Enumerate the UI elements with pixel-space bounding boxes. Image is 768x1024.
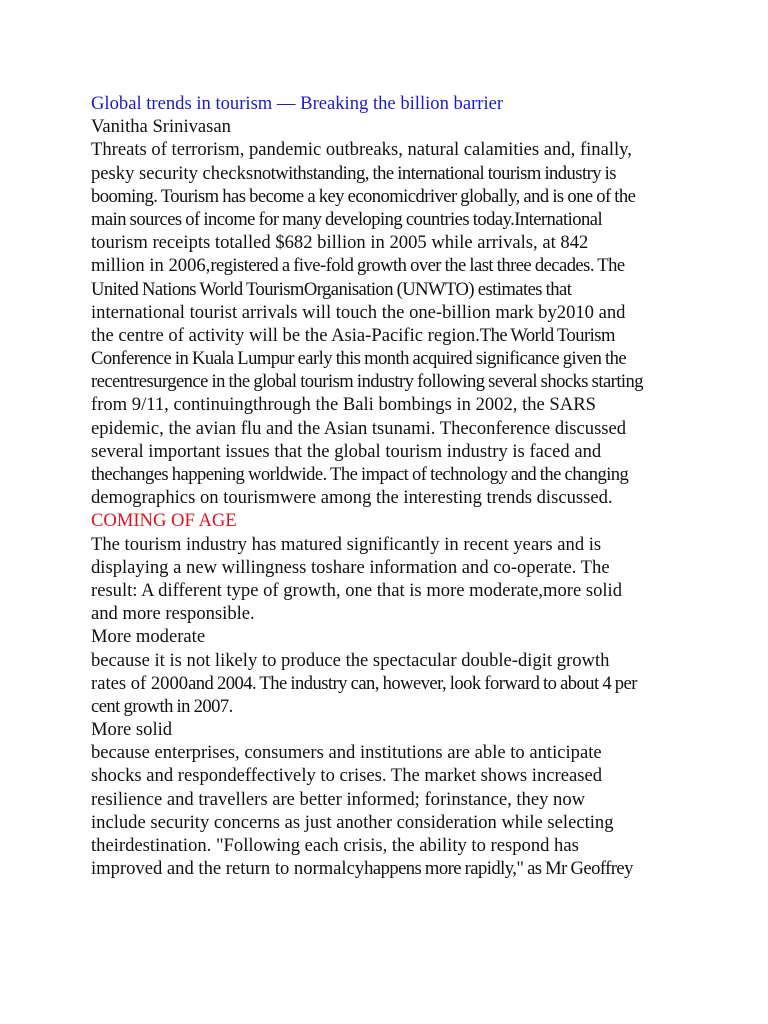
text-line [91,440,691,463]
text-line [91,533,691,556]
text-line [91,834,691,857]
text-run: United Nations World TourismOrganisation (UNWTO) estimates that [91,278,572,300]
text-line [91,741,691,764]
text-line [91,370,691,393]
text-line [91,254,691,277]
text-run: The World Tourism [479,324,615,346]
text-run: the centre of activity will be the Asia-Pacific region. [91,324,480,346]
section-heading: COMING OF AGE [91,510,237,532]
text-line [91,393,691,416]
text-run: and 2004. The industry can, however, look forward to about 4 per [188,672,637,694]
text-line [91,695,691,718]
text-line [91,138,691,161]
text-line [91,486,691,509]
text-run: shocks and respondeffectively to crises. The market shows increased [91,765,603,787]
text-line [91,278,691,301]
text-line [91,463,691,486]
text-line [91,347,691,370]
article [91,92,691,880]
paragraph-coming-of-age [91,533,691,626]
text-run: theirdestination. "Following each crisis, the ability to respond has [91,835,579,856]
text-line [91,301,691,324]
text-run: epidemic, the avian flu and the Asian tsunami. Theconference discussed [91,417,627,439]
text-run: tourism receipts totalled $682 billion in 2005 while arrivals, at 842 [91,232,589,254]
text-run: registered a five-fold growth over the last three decades. The [210,255,625,277]
article-author: Vanitha Srinivasan [91,116,231,138]
text-run: from 9/11, continuingthrough the Bali bombings in 2002, the SARS [91,394,596,416]
text-run: main sources of income for many developing countries today.International [91,208,603,230]
text-run: booming. Tourism has become a key economicdriver globally, and is one of the [91,185,636,207]
text-line [91,324,691,347]
text-run: thechanges happening worldwide. The impact of technology and the changing [91,464,629,485]
text-line [91,649,691,672]
text-line [91,672,691,695]
text-line [91,602,691,625]
text-run: result: A different type of growth, one that is more moderate,more solid [91,579,623,601]
text-run: and more responsible. [91,603,255,625]
text-run: resilience and travellers are better informed; forinstance, they now [91,788,586,810]
text-run: happens more rapidly," as Mr Geoffrey [364,858,633,880]
text-run: Conference in Kuala Lumpur early this month acquired significance given the [91,348,627,370]
text-run: notwithstanding, the international tourism industry is [253,162,616,184]
text-run: include security concerns as just another consideration while selecting [91,811,614,833]
text-line [91,417,691,440]
subheading-more-solid: More solid [91,719,173,741]
text-line [91,185,691,208]
paragraph-more-solid [91,741,691,880]
text-run: Threats of terrorism, pandemic outbreaks, natural calamities and, finally, [91,139,632,161]
text-run: because it is not likely to produce the spectacular double-digit growth [91,649,610,671]
text-run: improved and the return to normalcy [91,858,365,880]
text-run: displaying a new willingness toshare information and co-operate. The [91,556,610,578]
paragraph-intro [91,138,691,509]
text-line [91,857,691,880]
text-run: because enterprises, consumers and institutions are able to anticipate [91,742,602,764]
text-line [91,764,691,787]
text-line [91,579,691,602]
text-run: cent growth in 2007. [91,695,233,717]
text-run: rates of 2000 [91,672,189,694]
text-run: several important issues that the global tourism industry is faced and [91,440,602,462]
text-line [91,788,691,811]
text-line [91,162,691,185]
text-run: pesky security checks [91,162,254,184]
text-line [91,811,691,834]
text-run: international tourist arrivals will touch the one-billion mark by2010 and [91,301,626,323]
text-run: million in 2006, [91,255,211,277]
text-run: demographics on tourismwere among the interesting trends discussed. [91,487,613,509]
paragraph-more-moderate [91,649,691,719]
article-title: Global trends in tourism — Breaking the billion barrier [91,93,504,114]
text-line [91,231,691,254]
text-line [91,208,691,231]
text-run: The tourism industry has matured significantly in recent years and is [91,533,602,555]
text-line [91,556,691,579]
text-run: recentresurgence in the global tourism industry following several shocks starting [91,371,644,393]
subheading-more-moderate: More moderate [91,626,206,648]
